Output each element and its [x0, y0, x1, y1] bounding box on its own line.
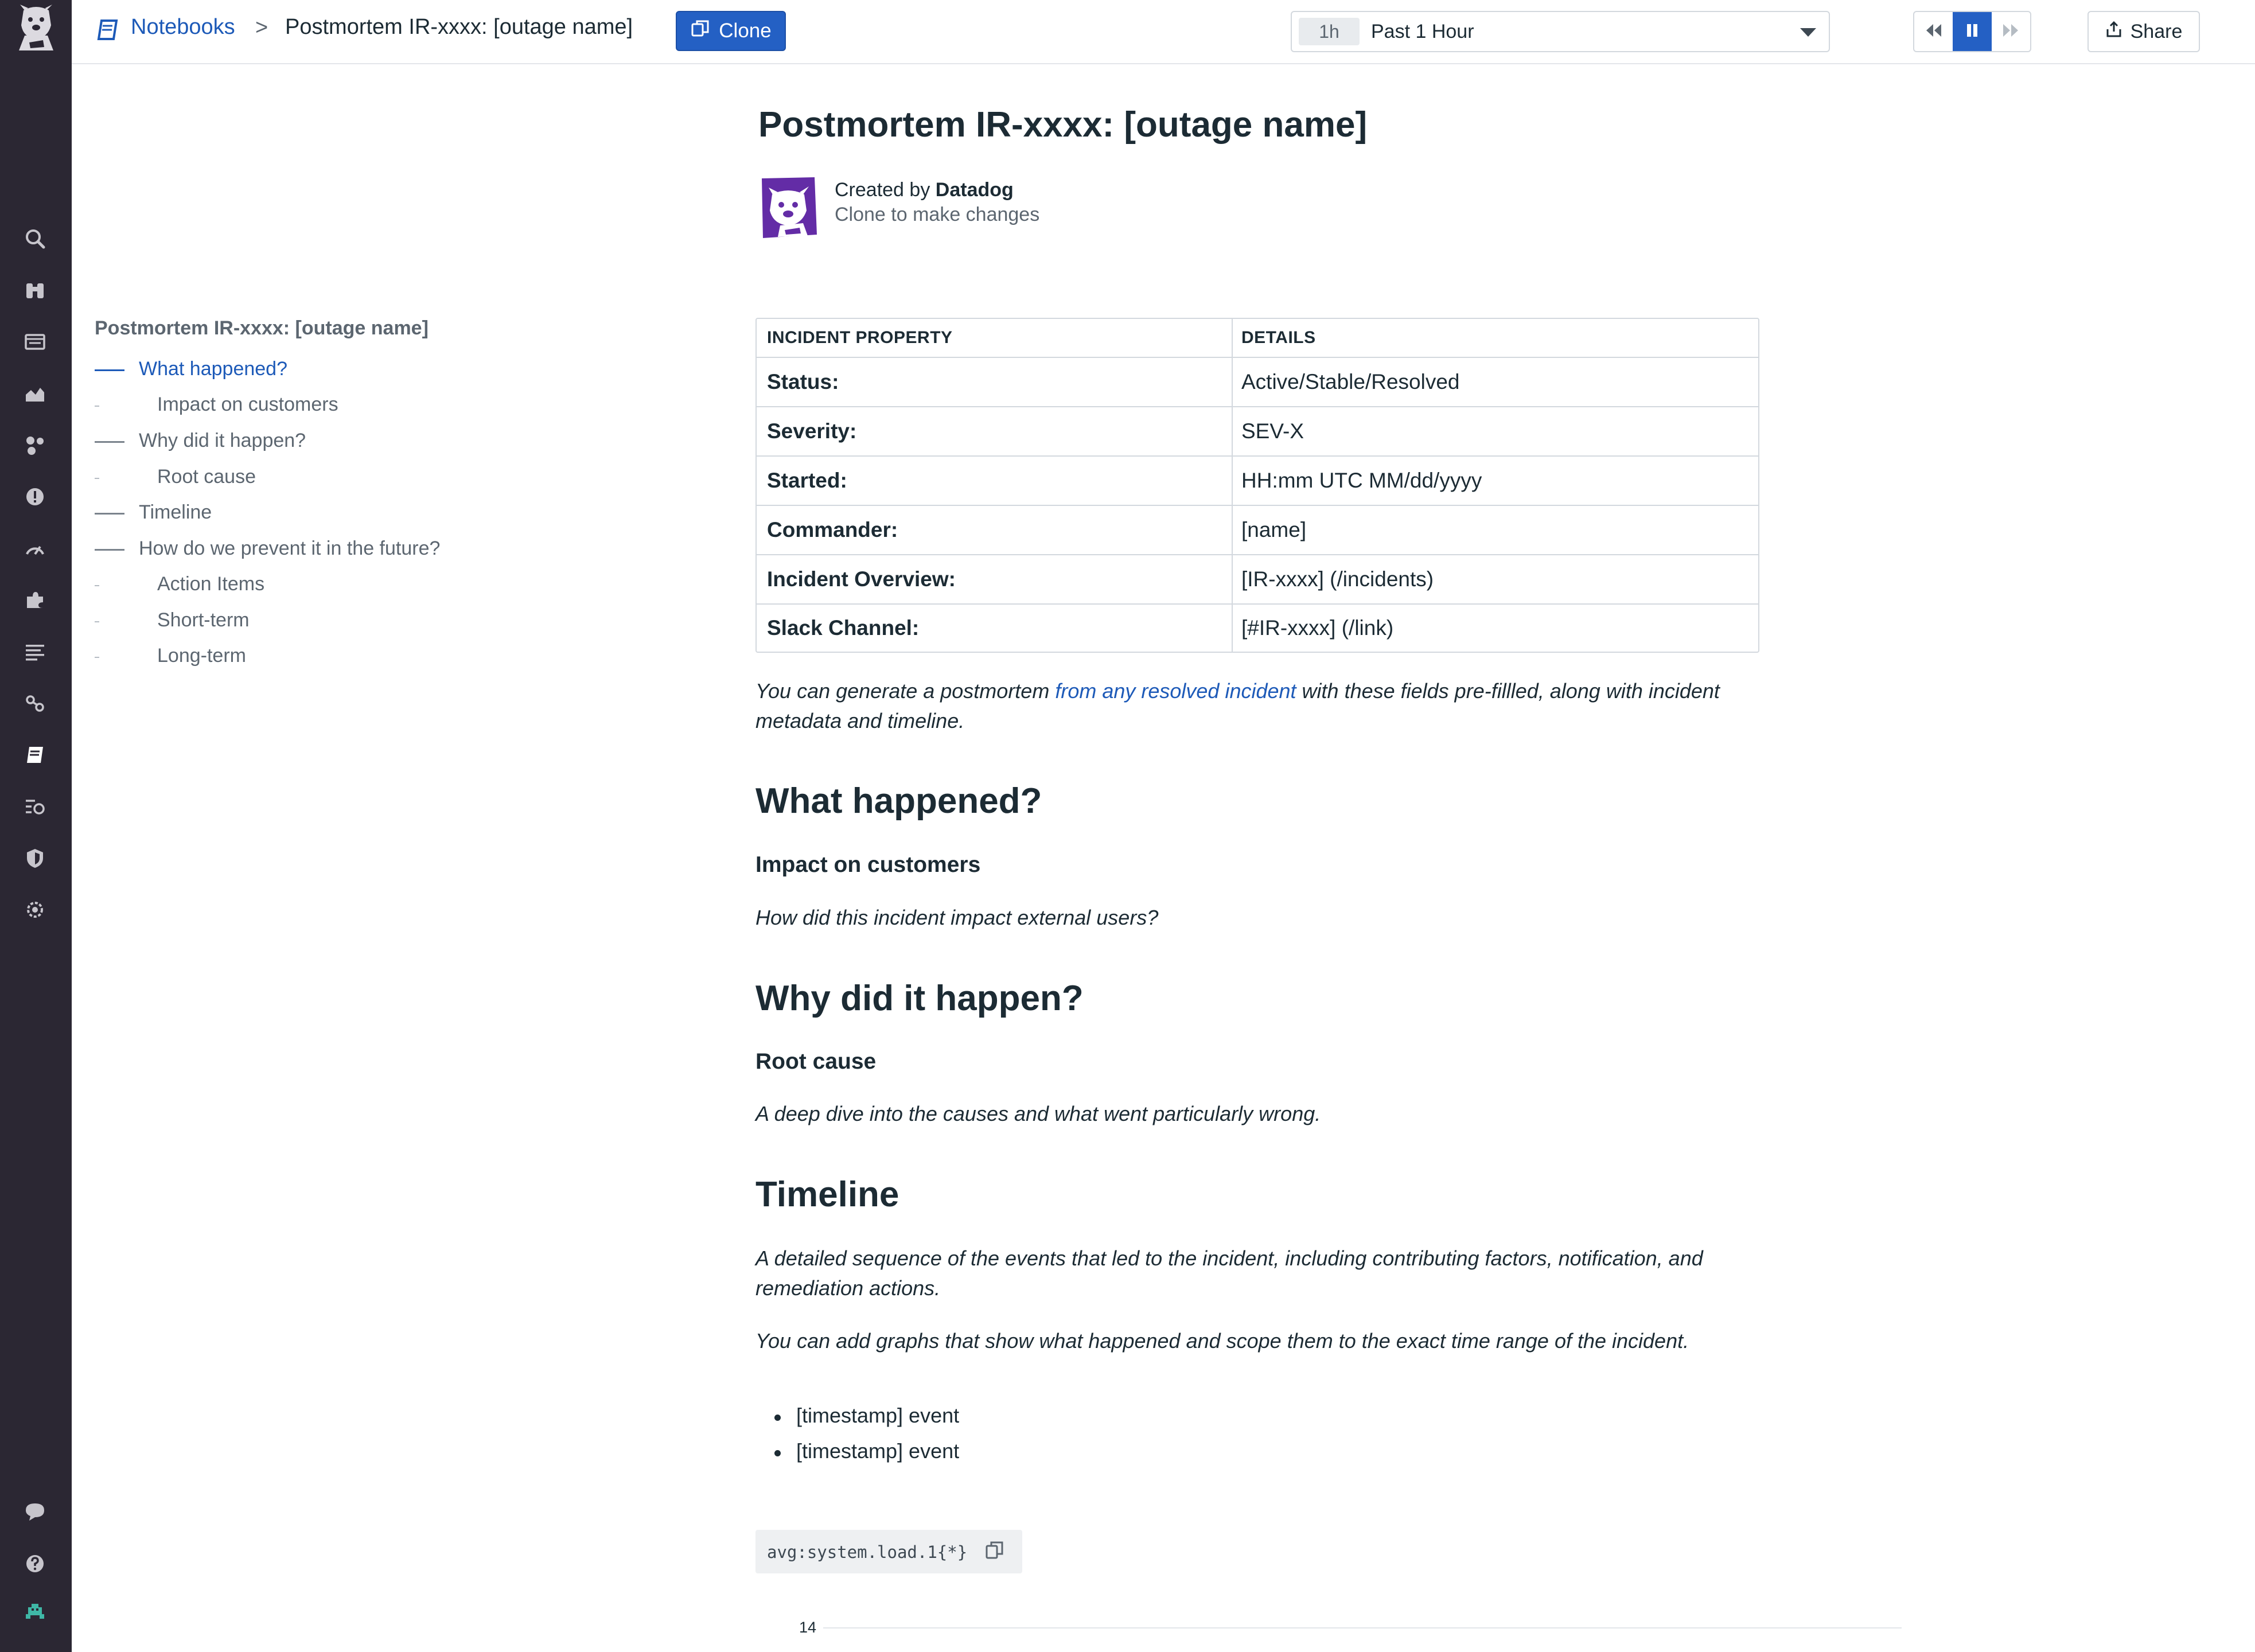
- created-by-prefix: Created by: [835, 179, 930, 201]
- table-cell-details: Active/Stable/Resolved: [1241, 370, 1460, 393]
- toc-item-impact-on-customers[interactable]: Impact on customers: [157, 393, 338, 415]
- breadcrumb-notebooks-link[interactable]: Notebooks: [131, 15, 235, 39]
- toc-item-action-items[interactable]: Action Items: [157, 573, 265, 595]
- toc-title[interactable]: Postmortem IR-xxxx: [outage name]: [95, 317, 429, 339]
- toc-item-what-happened[interactable]: What happened?: [139, 358, 287, 380]
- heading-root-cause: Root cause: [755, 1049, 877, 1074]
- copy-icon: [690, 18, 711, 44]
- breadcrumb-current: Postmortem IR-xxxx: [outage name]: [285, 15, 633, 39]
- list-item: [timestamp] event: [796, 1439, 960, 1463]
- security-icon[interactable]: [22, 845, 48, 871]
- root-cause-text: A deep dive into the causes and what went particularly wrong.: [755, 1102, 1321, 1125]
- pause-button[interactable]: [1953, 12, 1991, 51]
- datadog-avatar: [757, 175, 824, 241]
- logs-icon[interactable]: [22, 638, 48, 665]
- timeline-text: [755, 1244, 1765, 1303]
- area-chart-icon[interactable]: [22, 380, 48, 407]
- author-name: Datadog: [935, 179, 1014, 201]
- integrations-icon[interactable]: [22, 587, 48, 613]
- fast-forward-button[interactable]: [1992, 12, 2030, 51]
- intro-text: with these fields pre-fillled, along with incident: [1296, 679, 1720, 703]
- toc-marker: [95, 585, 99, 586]
- toc-marker: [95, 369, 124, 371]
- timeline-text-line: remediation actions.: [755, 1276, 941, 1300]
- created-by-text: [835, 179, 1014, 201]
- column-header: INCIDENT PROPERTY: [767, 328, 953, 347]
- intro-text: metadata and timeline.: [755, 709, 965, 733]
- metric-query-text: avg:system.load.1{*}: [767, 1542, 968, 1562]
- share-button-label: Share: [2130, 20, 2183, 42]
- graph-y-axis-label: 14: [799, 1619, 817, 1636]
- toc-item-why-did-it-happen[interactable]: Why did it happen?: [139, 430, 306, 451]
- table-row: [757, 605, 1758, 652]
- alert-icon[interactable]: [22, 484, 48, 510]
- table-cell-details: [#IR-xxxx] (/link): [1241, 616, 1394, 640]
- table-cell-property: Commander:: [767, 518, 898, 541]
- settings-icon[interactable]: [22, 897, 48, 923]
- table-row: [757, 506, 1758, 555]
- table-row: [757, 555, 1758, 605]
- heading-why-did-it-happen: Why did it happen?: [755, 979, 1084, 1018]
- clone-note: Clone to make changes: [835, 204, 1040, 225]
- notebook-icon[interactable]: [22, 742, 48, 768]
- heading-impact-on-customers: Impact on customers: [755, 852, 981, 877]
- intro-paragraph: [755, 676, 1765, 736]
- pause-icon: [1962, 21, 1982, 43]
- table-row: [757, 358, 1758, 407]
- notebook-title: Postmortem IR-xxxx: [outage name]: [758, 105, 1368, 145]
- time-range-picker[interactable]: [1291, 11, 1830, 52]
- table-cell-property: Incident Overview:: [767, 567, 956, 591]
- table-header-row: [757, 319, 1758, 358]
- apm-icon[interactable]: [22, 793, 48, 820]
- help-icon[interactable]: [22, 1550, 48, 1577]
- table-cell-details: [name]: [1241, 518, 1307, 541]
- toc-item-short-term[interactable]: Short-term: [157, 609, 250, 631]
- clone-button[interactable]: [676, 11, 786, 51]
- resolved-incident-link[interactable]: from any resolved incident: [1055, 679, 1296, 703]
- table-cell-property: Slack Channel:: [767, 616, 920, 640]
- table-cell-property: Status:: [767, 370, 839, 393]
- toc-item-long-term[interactable]: Long-term: [157, 645, 246, 667]
- binoculars-icon[interactable]: [22, 277, 48, 303]
- timeline-text-line: A detailed sequence of the events that led to the incident, including contributing factors, notification, and: [755, 1246, 1703, 1270]
- network-icon[interactable]: [22, 690, 48, 716]
- metric-query-chip: [755, 1530, 1022, 1573]
- bullet-marker: [774, 1415, 781, 1421]
- top-bar: [72, 0, 2255, 64]
- heading-timeline: Timeline: [755, 1175, 899, 1214]
- column-header: DETAILS: [1241, 328, 1316, 347]
- fast-forward-icon: [2001, 21, 2020, 43]
- table-cell-details: HH:mm UTC MM/dd/yyyy: [1241, 469, 1482, 492]
- chevron-down-icon: [1800, 28, 1816, 37]
- breadcrumb-separator: >: [255, 15, 268, 40]
- table-row: [757, 457, 1758, 506]
- bullet-marker: [774, 1450, 781, 1456]
- dashboard-icon[interactable]: [22, 329, 48, 355]
- global-nav-rail: [0, 0, 72, 1652]
- toc-marker: [95, 441, 124, 443]
- share-icon: [2105, 21, 2122, 43]
- toc-item-prevent-future[interactable]: How do we prevent it in the future?: [139, 537, 441, 559]
- toc-marker: [95, 549, 124, 551]
- toc-marker: [95, 513, 124, 515]
- infrastructure-icon[interactable]: [22, 432, 48, 458]
- share-button[interactable]: [2087, 11, 2200, 52]
- toc-item-root-cause[interactable]: Root cause: [157, 466, 256, 488]
- copy-icon[interactable]: [983, 1538, 1006, 1561]
- user-icon[interactable]: [22, 1598, 48, 1624]
- rewind-icon: [1924, 21, 1944, 43]
- search-icon[interactable]: [22, 225, 48, 252]
- chat-icon[interactable]: [22, 1498, 48, 1525]
- toc-item-timeline[interactable]: Timeline: [139, 501, 212, 523]
- toc-marker: [95, 621, 99, 622]
- table-cell-property: Severity:: [767, 419, 857, 443]
- rewind-button[interactable]: [1914, 12, 1953, 51]
- gauge-icon[interactable]: [22, 535, 48, 562]
- impact-text: How did this incident impact external users?: [755, 906, 1159, 929]
- toc-marker: [95, 406, 99, 407]
- heading-what-happened: What happened?: [755, 781, 1042, 821]
- toc-marker: [95, 478, 99, 479]
- table-cell-property: Started:: [767, 469, 847, 492]
- playback-controls: [1913, 11, 2031, 52]
- toc-marker: [95, 657, 99, 658]
- table-row: [757, 407, 1758, 457]
- table-cell-details: [IR-xxxx] (/incidents): [1241, 567, 1434, 591]
- time-range-badge: 1h: [1299, 18, 1360, 45]
- graph-gridline: [823, 1627, 1902, 1628]
- list-item: [timestamp] event: [796, 1404, 960, 1427]
- clone-button-label: Clone: [719, 20, 772, 42]
- notebook-icon[interactable]: [95, 17, 120, 42]
- table-cell-details: SEV-X: [1241, 419, 1304, 443]
- incident-properties-table: [755, 318, 1759, 653]
- datadog-logo[interactable]: [13, 2, 59, 53]
- time-range-label: Past 1 Hour: [1371, 21, 1474, 42]
- intro-text: You can generate a postmortem: [755, 679, 1056, 703]
- graphs-text: You can add graphs that show what happened and scope them to the exact time range of the incident.: [755, 1329, 1689, 1353]
